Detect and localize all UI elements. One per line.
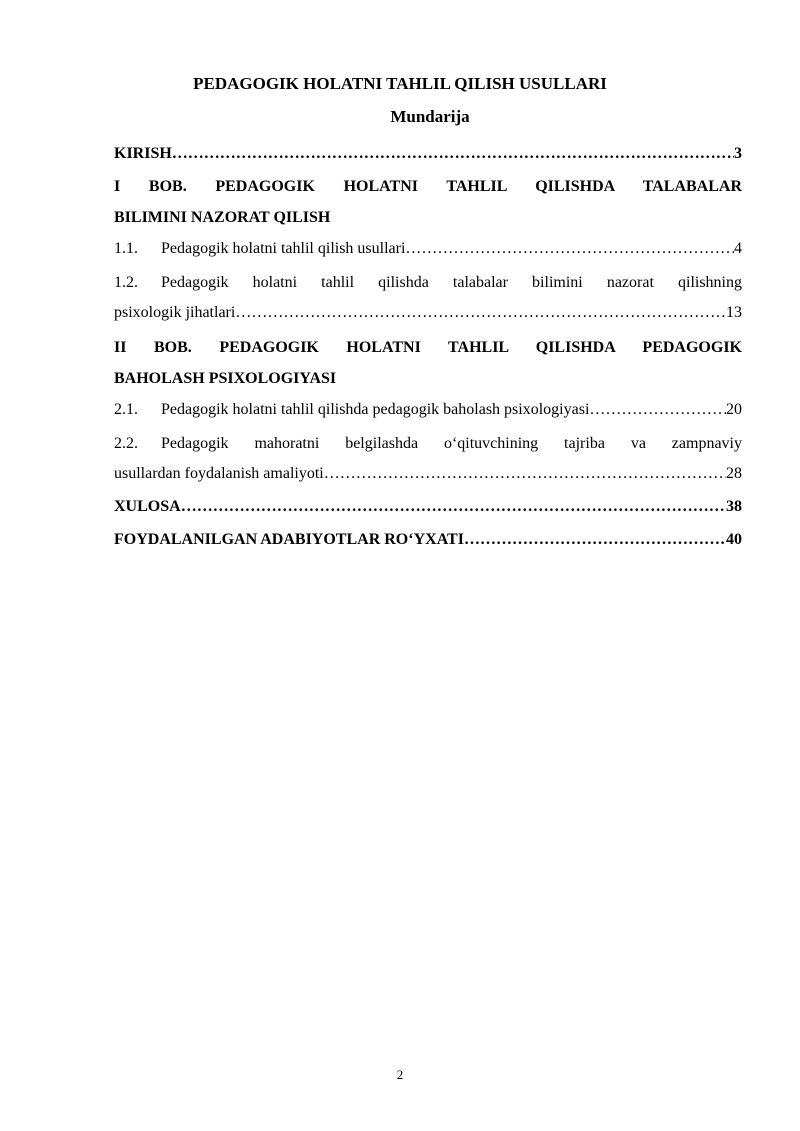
toc-entry-label: Pedagogik holatni tahlil qilish usullari [161,240,406,257]
toc-entry-label: XULOSA [114,498,181,515]
toc-entry-2-1[interactable] [114,399,742,421]
toc-entry-label: Pedagogik holatni tahlil qilishda pedagogik baholash psixologiyasi [161,401,590,418]
toc-entry-label: usullardan foydalanish amaliyoti [114,465,324,482]
toc-section-number: 1.2. [114,274,138,291]
page-number: 2 [396,1067,404,1082]
toc-entry-label: KIRISH [114,145,172,162]
toc-entry-label: Pedagogik holatni tahlil qilishda talabalar bilimini nazorat qilishning [161,274,742,291]
toc-section-number: 1.1. [114,240,138,257]
toc-leader-dots [181,496,726,518]
toc-entry-1-1[interactable] [114,238,742,260]
toc-entry-label: Pedagogik mahoratni belgilashda o‘qituvchining tajriba va zampnaviy [161,435,742,452]
toc-entry-2-2-line2[interactable] [114,463,742,485]
toc-entry-label: FOYDALANILGAN ADABIYOTLAR RO‘YXATI [114,531,464,548]
toc-section-number: 2.2. [114,435,138,452]
toc-leader-dots [464,529,726,551]
toc-page-number: 4 [734,240,742,257]
toc-heading: Mundarija [390,107,470,126]
toc-page-number: 38 [726,498,742,515]
toc-page-number: 13 [726,304,742,321]
toc-chapter-1-line2[interactable]: BILIMINI NAZORAT QILISH [114,209,331,226]
toc-page-number: 28 [726,465,742,482]
toc-page-number: 40 [726,531,742,548]
document-title: PEDAGOGIK HOLATNI TAHLIL QILISH USULLARI [193,74,607,93]
toc-leader-dots [235,302,726,324]
toc-entry-label: psixologik jihatlari [114,304,236,321]
toc-entry-xulosa[interactable] [114,496,742,518]
toc-leader-dots [324,463,726,485]
toc-page-number: 20 [726,401,742,418]
toc-entry-2-2-line1[interactable] [114,433,742,455]
toc-chapter-1-line1[interactable]: I BOB. PEDAGOGIK HOLATNI TAHLIL QILISHDA TALABALAR [114,178,742,195]
toc-section-number: 2.1. [114,401,138,418]
toc-entry-1-2-line1[interactable] [114,272,742,294]
toc-entry-kirish[interactable] [114,143,742,165]
toc-leader-dots [405,238,734,260]
toc-page-number: 3 [734,145,742,162]
toc-entry-1-2-line2[interactable] [114,302,742,324]
toc-leader-dots [172,143,734,165]
toc-leader-dots [589,399,726,421]
toc-chapter-2-line1[interactable]: II BOB. PEDAGOGIK HOLATNI TAHLIL QILISHDA PEDAGOGIK [114,339,742,356]
toc-chapter-2-line2[interactable]: BAHOLASH PSIXOLOGIYASI [114,370,337,387]
toc-entry-adabiyotlar[interactable] [114,529,742,551]
